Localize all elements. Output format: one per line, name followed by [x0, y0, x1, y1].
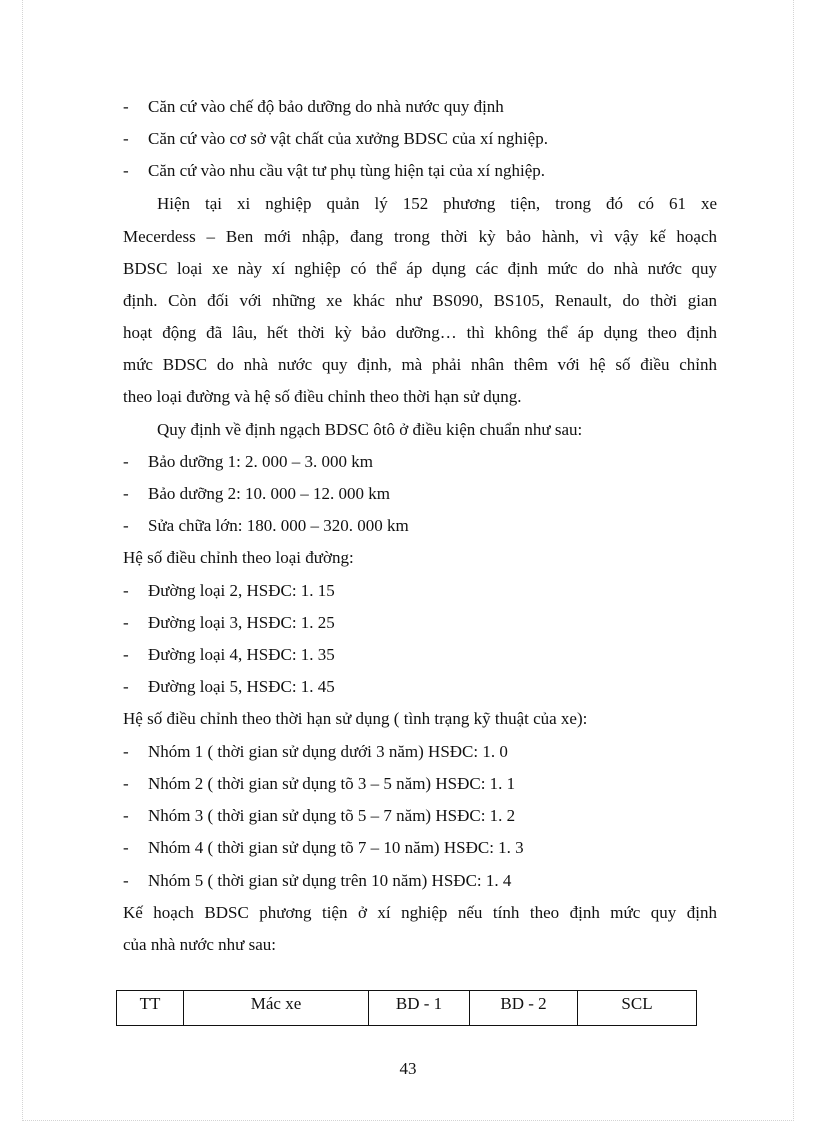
bullet-marker: - — [123, 838, 129, 857]
list-item — [123, 774, 717, 794]
table-header-cell: Mác xe — [184, 991, 369, 1026]
bullet-marker: - — [123, 806, 129, 825]
list-item-text: Nhóm 5 ( thời gian sử dụng trên 10 năm) HSĐC: 1. 4 — [148, 871, 512, 890]
list-item — [123, 871, 717, 891]
list-item-text: Nhóm 4 ( thời gian sử dụng tõ 7 – 10 năm) HSĐC: 1. 3 — [148, 838, 524, 857]
bullet-marker: - — [123, 742, 129, 761]
table-header-cell: BD - 2 — [470, 991, 578, 1026]
list-item — [123, 613, 717, 633]
bullet-marker: - — [123, 484, 129, 503]
section-heading: Hệ số điều chỉnh theo loại đường: — [123, 548, 354, 567]
list-item-text: Nhóm 2 ( thời gian sử dụng tõ 3 – 5 năm) HSĐC: 1. 1 — [148, 774, 516, 793]
list-item — [123, 645, 717, 665]
bullet-marker: - — [123, 129, 129, 148]
bullet-marker: - — [123, 516, 129, 535]
section-heading: Hệ số điều chỉnh theo thời hạn sử dụng ( tình trạng kỹ thuật của xe): — [123, 709, 588, 728]
table-header-cell: SCL — [578, 991, 697, 1026]
list-item — [123, 516, 717, 536]
paragraph-line: Kế hoạch BDSC phương tiện ở xí nghiệp nếu tính theo định mức quy định — [123, 903, 717, 922]
list-item — [123, 677, 717, 697]
paragraph-line: BDSC loại xe này xí nghiệp có thể áp dụng các định mức do nhà nước quy — [123, 259, 717, 278]
bullet-marker: - — [123, 581, 129, 600]
paragraph-line: mức BDSC do nhà nước quy định, mà phải nhân thêm với hệ số điều chỉnh — [123, 355, 717, 374]
table-header-row — [117, 991, 697, 1026]
paragraph-line: Quy định về định ngạch BDSC ôtô ở điều kiện chuẩn như sau: — [157, 420, 583, 439]
bullet-marker: - — [123, 677, 129, 696]
list-item-text: Đường loại 4, HSĐC: 1. 35 — [148, 645, 335, 664]
list-item-text: Sửa chữa lớn: 180. 000 – 320. 000 km — [148, 516, 409, 535]
table-header-cell: BD - 1 — [369, 991, 470, 1026]
paragraph-line: hoạt động đã lâu, hết thời kỳ bảo dưỡng… thì không thể áp dụng theo định — [123, 323, 717, 342]
list-item — [123, 742, 717, 762]
list-item — [123, 838, 717, 858]
list-item-text: Nhóm 3 ( thời gian sử dụng tõ 5 – 7 năm) HSĐC: 1. 2 — [148, 806, 516, 825]
maintenance-plan-table — [116, 990, 697, 1026]
list-item — [123, 484, 717, 504]
bullet-marker: - — [123, 613, 129, 632]
list-item-text: Đường loại 5, HSĐC: 1. 45 — [148, 677, 335, 696]
list-item — [123, 806, 717, 826]
list-item-text: Bảo dưỡng 1: 2. 000 – 3. 000 km — [148, 452, 374, 471]
bullet-marker: - — [123, 97, 129, 116]
list-item-text: Đường loại 3, HSĐC: 1. 25 — [148, 613, 335, 632]
list-item-text: Căn cứ vào cơ sở vật chất của xưởng BDSC của xí nghiệp. — [148, 129, 548, 148]
list-item-text: Bảo dưỡng 2: 10. 000 – 12. 000 km — [148, 484, 391, 503]
bullet-marker: - — [123, 774, 129, 793]
bullet-marker: - — [123, 645, 129, 664]
list-item — [123, 452, 717, 472]
list-item — [123, 161, 717, 181]
paragraph-line: Mecerdess – Ben mới nhập, đang trong thời kỳ bảo hành, vì vậy kế hoạch — [123, 227, 717, 246]
list-item — [123, 581, 717, 601]
paragraph-line: theo loại đường và hệ số điều chỉnh theo thời hạn sử dụng. — [123, 387, 522, 406]
list-item-text: Căn cứ vào chế độ bảo dưỡng do nhà nước quy định — [148, 97, 504, 116]
page-number: 43 — [399, 1059, 417, 1078]
list-item-text: Căn cứ vào nhu cầu vật tư phụ tùng hiện tại của xí nghiệp. — [148, 161, 546, 180]
table-header-cell: TT — [117, 991, 184, 1026]
bullet-marker: - — [123, 161, 129, 180]
bullet-marker: - — [123, 452, 129, 471]
list-item-text: Đường loại 2, HSĐC: 1. 15 — [148, 581, 335, 600]
paragraph-line: định. Còn đối với những xe khác như BS090, BS105, Renault, do thời gian — [123, 291, 717, 310]
bullet-marker: - — [123, 871, 129, 890]
paragraph-line: Hiện tại xi nghiệp quản lý 152 phương tiện, trong đó có 61 xe — [157, 194, 717, 213]
paragraph-line: của nhà nước như sau: — [123, 935, 276, 954]
list-item — [123, 129, 717, 149]
list-item-text: Nhóm 1 ( thời gian sử dụng dưới 3 năm) HSĐC: 1. 0 — [148, 742, 508, 761]
list-item — [123, 97, 717, 117]
